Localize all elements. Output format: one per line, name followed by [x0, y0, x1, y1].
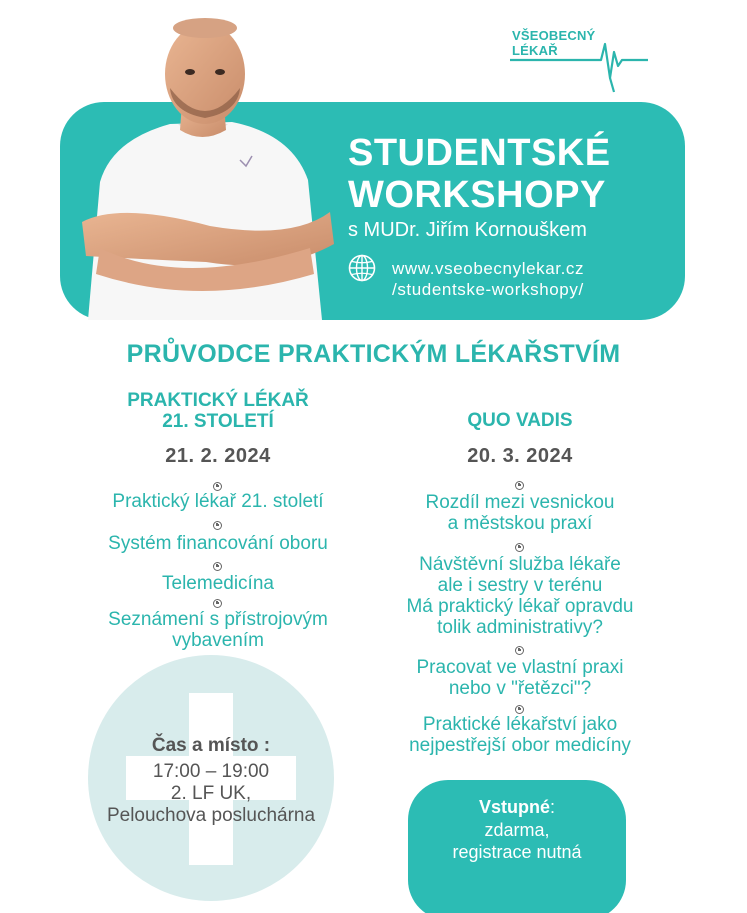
section-heading: PRŮVODCE PRAKTICKÝM LÉKAŘSTVÍM — [126, 340, 621, 368]
globe-icon — [347, 253, 377, 283]
item-line: a městskou praxí — [447, 513, 593, 534]
plus-circle-icon — [515, 481, 524, 490]
doctor-photo — [60, 12, 350, 320]
item-line: Pracovat ve vlastní praxi — [416, 657, 624, 678]
right-column-title: QUO VADIS — [467, 410, 573, 431]
left-column-title — [98, 390, 338, 432]
fee-note: registrace nutná — [452, 842, 582, 862]
title-line-2: WORKSHOPY — [348, 174, 606, 216]
item-line: Praktické lékařství jako — [422, 714, 618, 735]
logo-line-1: VŠEOBECNÝ — [512, 28, 596, 43]
right-item-3 — [360, 657, 680, 699]
plus-circle-icon — [213, 599, 222, 608]
left-column-date: 21. 2. 2024 — [165, 445, 271, 467]
right-item-4 — [360, 714, 680, 756]
url-line-2: /studentske-workshopy/ — [392, 280, 584, 299]
place-time: 17:00 – 19:00 — [152, 761, 270, 782]
plus-circle-icon — [213, 521, 222, 530]
item-line: tolik administrativy? — [437, 617, 603, 638]
right-item-2 — [360, 554, 680, 638]
item-line: Seznámení s přístrojovým — [108, 609, 328, 630]
right-column-date: 20. 3. 2024 — [467, 445, 573, 467]
page-title — [348, 132, 611, 216]
left-item-1 — [40, 491, 396, 512]
left-title-line-1: PRAKTICKÝ LÉKAŘ — [127, 390, 309, 411]
item-line: nejpestřejší obor medicíny — [409, 735, 631, 756]
item-line: Praktický lékař 21. století — [112, 491, 324, 512]
plus-circle-icon — [515, 646, 524, 655]
plus-circle-icon — [213, 482, 222, 491]
fee-heading — [408, 796, 626, 818]
left-title-line-2: 21. STOLETÍ — [162, 411, 274, 432]
item-line: Má praktický lékař opravdu — [406, 596, 634, 617]
url-line-1: www.vseobecnylekar.cz — [392, 259, 585, 278]
fee-colon: : — [550, 797, 556, 817]
place-title: Čas a místo : — [151, 735, 271, 756]
plus-circle-icon — [515, 705, 524, 714]
subtitle: s MUDr. Jiřím Kornouškem — [348, 219, 587, 241]
brand-logo — [508, 26, 648, 98]
item-line: nebo v "řetězci"? — [448, 678, 592, 699]
place-location-line-2: Pelouchova posluchárna — [106, 805, 316, 826]
item-line: Systém financování oboru — [108, 533, 328, 554]
plus-circle-icon — [213, 562, 222, 571]
website-link[interactable] — [392, 258, 584, 300]
item-line: ale i sestry v terénu — [437, 575, 603, 596]
item-line: Návštěvní služba lékaře — [419, 554, 621, 575]
item-line: Rozdíl mezi vesnickou — [425, 492, 615, 513]
left-item-2 — [40, 533, 396, 554]
item-line: Telemedicína — [162, 573, 274, 594]
item-line: vybavením — [172, 630, 264, 651]
left-item-3 — [40, 573, 396, 594]
left-item-4 — [40, 609, 396, 651]
logo-line-2: LÉKAŘ — [512, 43, 558, 58]
logo-text — [512, 28, 595, 58]
right-item-1 — [360, 492, 680, 534]
place-location-line-1: 2. LF UK, — [170, 783, 252, 804]
title-line-1: STUDENTSKÉ — [348, 132, 611, 174]
fee-value: zdarma, — [484, 820, 550, 840]
plus-circle-icon — [515, 543, 524, 552]
fee-label: Vstupné — [478, 797, 550, 817]
